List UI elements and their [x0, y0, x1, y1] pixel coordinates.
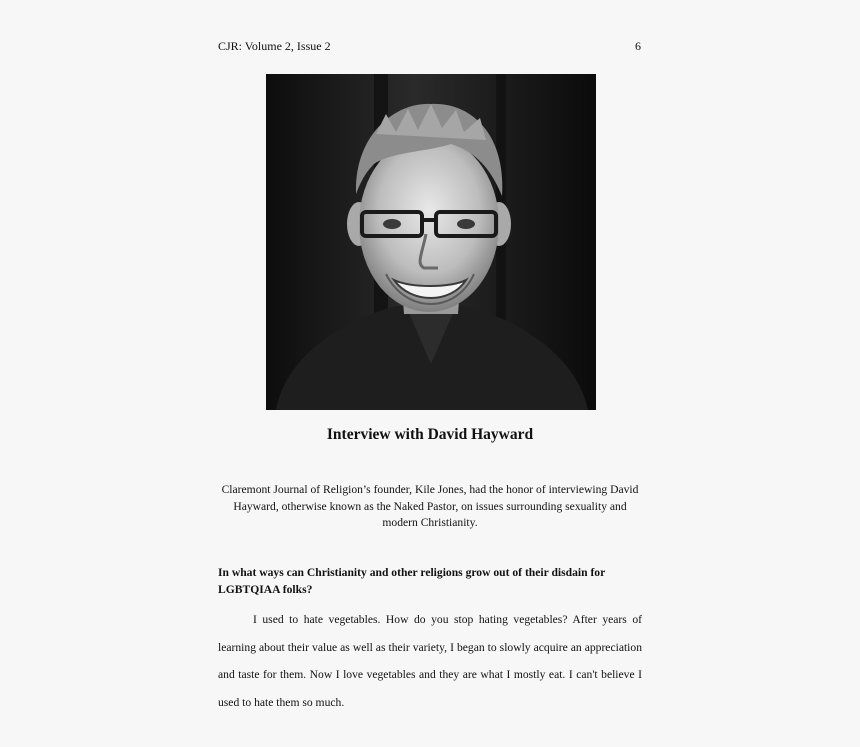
- portrait-illustration: [266, 74, 596, 410]
- interview-question: In what ways can Christianity and other religions grow out of their disdain for LGBTQIAA folks?: [218, 566, 606, 596]
- article-title: Interview with David Hayward: [326, 426, 534, 443]
- article-intro: Claremont Journal of Religion’s founder, Kile Jones, had the honor of interviewing David Hayward, otherwise known as the Naked Pastor, on issues surrounding sexuality and modern Christianity.: [221, 483, 639, 530]
- portrait-photo: [266, 74, 596, 410]
- page-number: 6: [635, 39, 641, 53]
- running-header: CJR: Volume 2, Issue 2: [218, 39, 331, 53]
- interview-answer: I used to hate vegetables. How do you stop hating vegetables? After years of learning about their value as well as their variety, I began to slowly acquire an appreciation and taste for them. Now I love vegetables and they are what I mostly eat. I can't believe I used to hate them so much.: [218, 613, 642, 710]
